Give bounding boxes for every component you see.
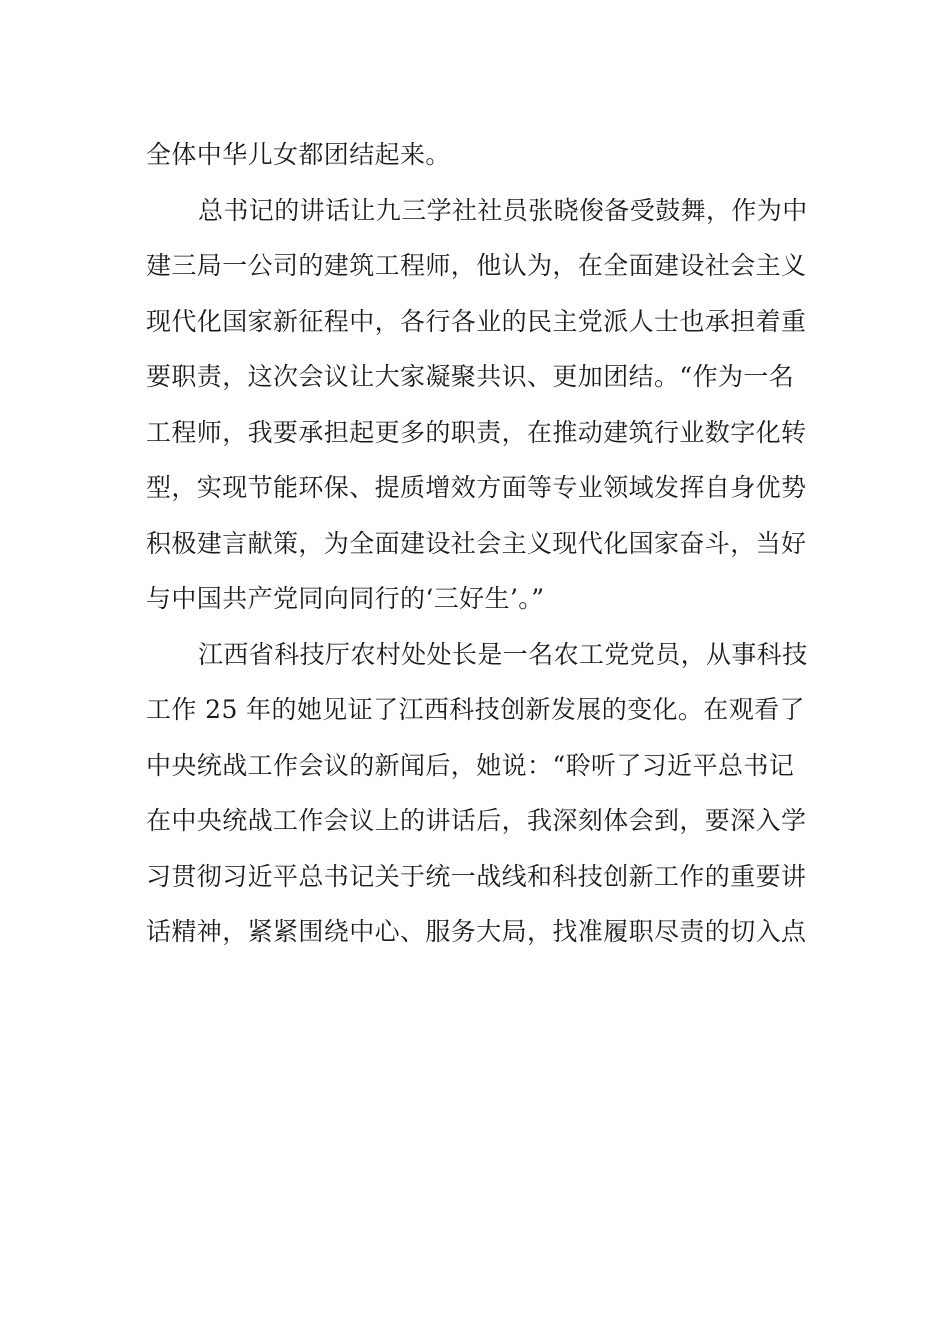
text-line: 总书记的讲话让九三学社社员张晓俊备受鼓舞，作为中 xyxy=(198,195,808,225)
text-line: 型，实现节能环保、提质增效方面等专业领域发挥自身优势 xyxy=(146,473,807,502)
text-line: 现代化国家新征程中，各行各业的民主党派人士也承担着重 xyxy=(146,306,807,336)
text-line: 建三局一公司的建筑工程师，他认为，在全面建设社会主义 xyxy=(146,251,807,280)
text-line: 全体中华儿女都团结起来。 xyxy=(146,140,451,169)
article-body xyxy=(146,127,808,960)
text-line: 习贯彻习近平总书记关于统一战线和科技创新工作的重要讲 xyxy=(146,861,807,891)
text-line: 工程师，我要承担起更多的职责，在推动建筑行业数字化转 xyxy=(146,417,807,447)
text-line: 与中国共产党同向同行的‘三好生’。” xyxy=(146,584,545,613)
text-line: 中央统战工作会议的新闻后，她说：“聆听了习近平总书记 xyxy=(146,750,795,780)
text-line: 工作 25 年的她见证了江西科技创新发展的变化。在观看了 xyxy=(146,695,805,724)
text-line: 话精神，紧紧围绕中心、服务大局，找准履职尽责的切入点 xyxy=(146,917,807,946)
text-line: 积极建言献策，为全面建设社会主义现代化国家奋斗，当好 xyxy=(146,528,807,558)
text-line: 要职责，这次会议让大家凝聚共识、更加团结。“作为一名 xyxy=(146,362,795,391)
text-line: 在中央统战工作会议上的讲话后，我深刻体会到，要深入学 xyxy=(146,806,807,835)
text-line: 江西省科技厅农村处处长是一名农工党党员，从事科技 xyxy=(198,639,808,669)
